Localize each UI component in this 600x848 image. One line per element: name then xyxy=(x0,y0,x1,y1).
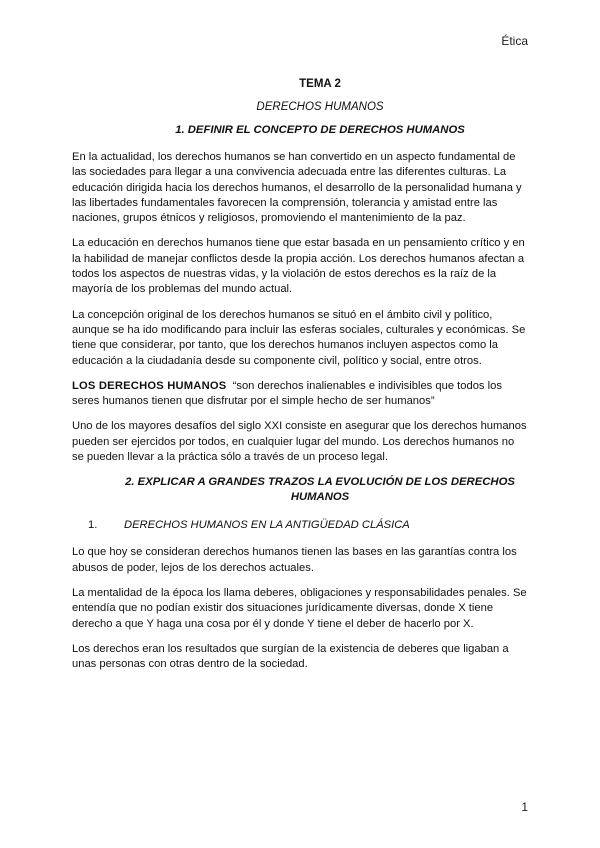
page-number: 1 xyxy=(521,800,528,814)
paragraph: Uno de los mayores desafíos del siglo XXI consiste en asegurar que los derechos humanos pueden ser ejercidos por todos, en cualquier lugar del mundo. Los derechos humanos no se pueden llevar a la práctica sólo a través de un proceso legal. xyxy=(72,420,527,464)
paragraph: En la actualidad, los derechos humanos se han convertido en un aspecto fundamental de las sociedades para llegar a una convivencia adecuada entre las diferentes culturas. La educación dirigida hacia los derechos humanos, el desarrollo de la personalidad humana y las libertades fundamentales favorecen la comprensión, tolerancia y amistad entre las naciones, grupos étnicos y religiosos, promoviendo el mantenimiento de la paz. xyxy=(72,151,522,225)
subsection-heading xyxy=(88,519,528,531)
paragraph: La educación en derechos humanos tiene que estar basada en un pensamiento crítico y en la habilidad de manejar conflictos desde la propia acción. Los derechos humanos afectan a todos los aspectos de nuestras vidas, y la violación de estos derechos es la raíz de la mayoría de los problemas del mundo actual. xyxy=(72,237,525,296)
page-content xyxy=(72,78,528,682)
section-heading-1: 1. DEFINIR EL CONCEPTO DE DERECHOS HUMANOS xyxy=(175,124,465,136)
section-heading-2: 2. EXPLICAR A GRANDES TRAZOS LA EVOLUCIÓN DE LOS DERECHOS HUMANOS xyxy=(125,476,515,504)
running-header: Ética xyxy=(501,34,528,48)
paragraph: La mentalidad de la época los llama deberes, obligaciones y responsabilidades penales. Se entendía que no podían existir dos situaciones jurídicamente diversas, donde X tiene derecho a que Y haga una cosa por él y donde Y tiene el deber de hacerlo por X. xyxy=(72,586,527,630)
topic-label: TEMA 2 xyxy=(299,78,341,90)
paragraph: Lo que hoy se consideran derechos humanos tienen las bases en las garantías contra los abusos de poder, lejos de los derechos actuales. xyxy=(72,546,517,574)
definition-paragraph xyxy=(72,379,528,410)
subsection-number: 1. xyxy=(88,519,98,532)
definition-text: “son derechos inalienables e indivisibles que todos los seres humanos tienen que disfrutar por el simple hecho de ser humanos” xyxy=(72,379,502,408)
paragraph: Los derechos eran los resultados que surgían de la existencia de deberes que ligaban a unas personas con otras dentro de la sociedad. xyxy=(72,642,509,671)
subsection-title: DERECHOS HUMANOS EN LA ANTIGÜEDAD CLÁSICA xyxy=(124,519,410,532)
definition-term: LOS DERECHOS HUMANOS xyxy=(72,379,227,392)
document-subtitle: DERECHOS HUMANOS xyxy=(256,101,384,113)
paragraph: La concepción original de los derechos humanos se situó en el ámbito civil y político, aunque se ha ido modificando para incluir las esferas sociales, culturales y económicas. Se tiene que considerar, por tanto, que los derechos humanos incluyen aspectos como la educación a la ciudadanía desde su componente civil, político y social, entre otros. xyxy=(72,308,526,367)
